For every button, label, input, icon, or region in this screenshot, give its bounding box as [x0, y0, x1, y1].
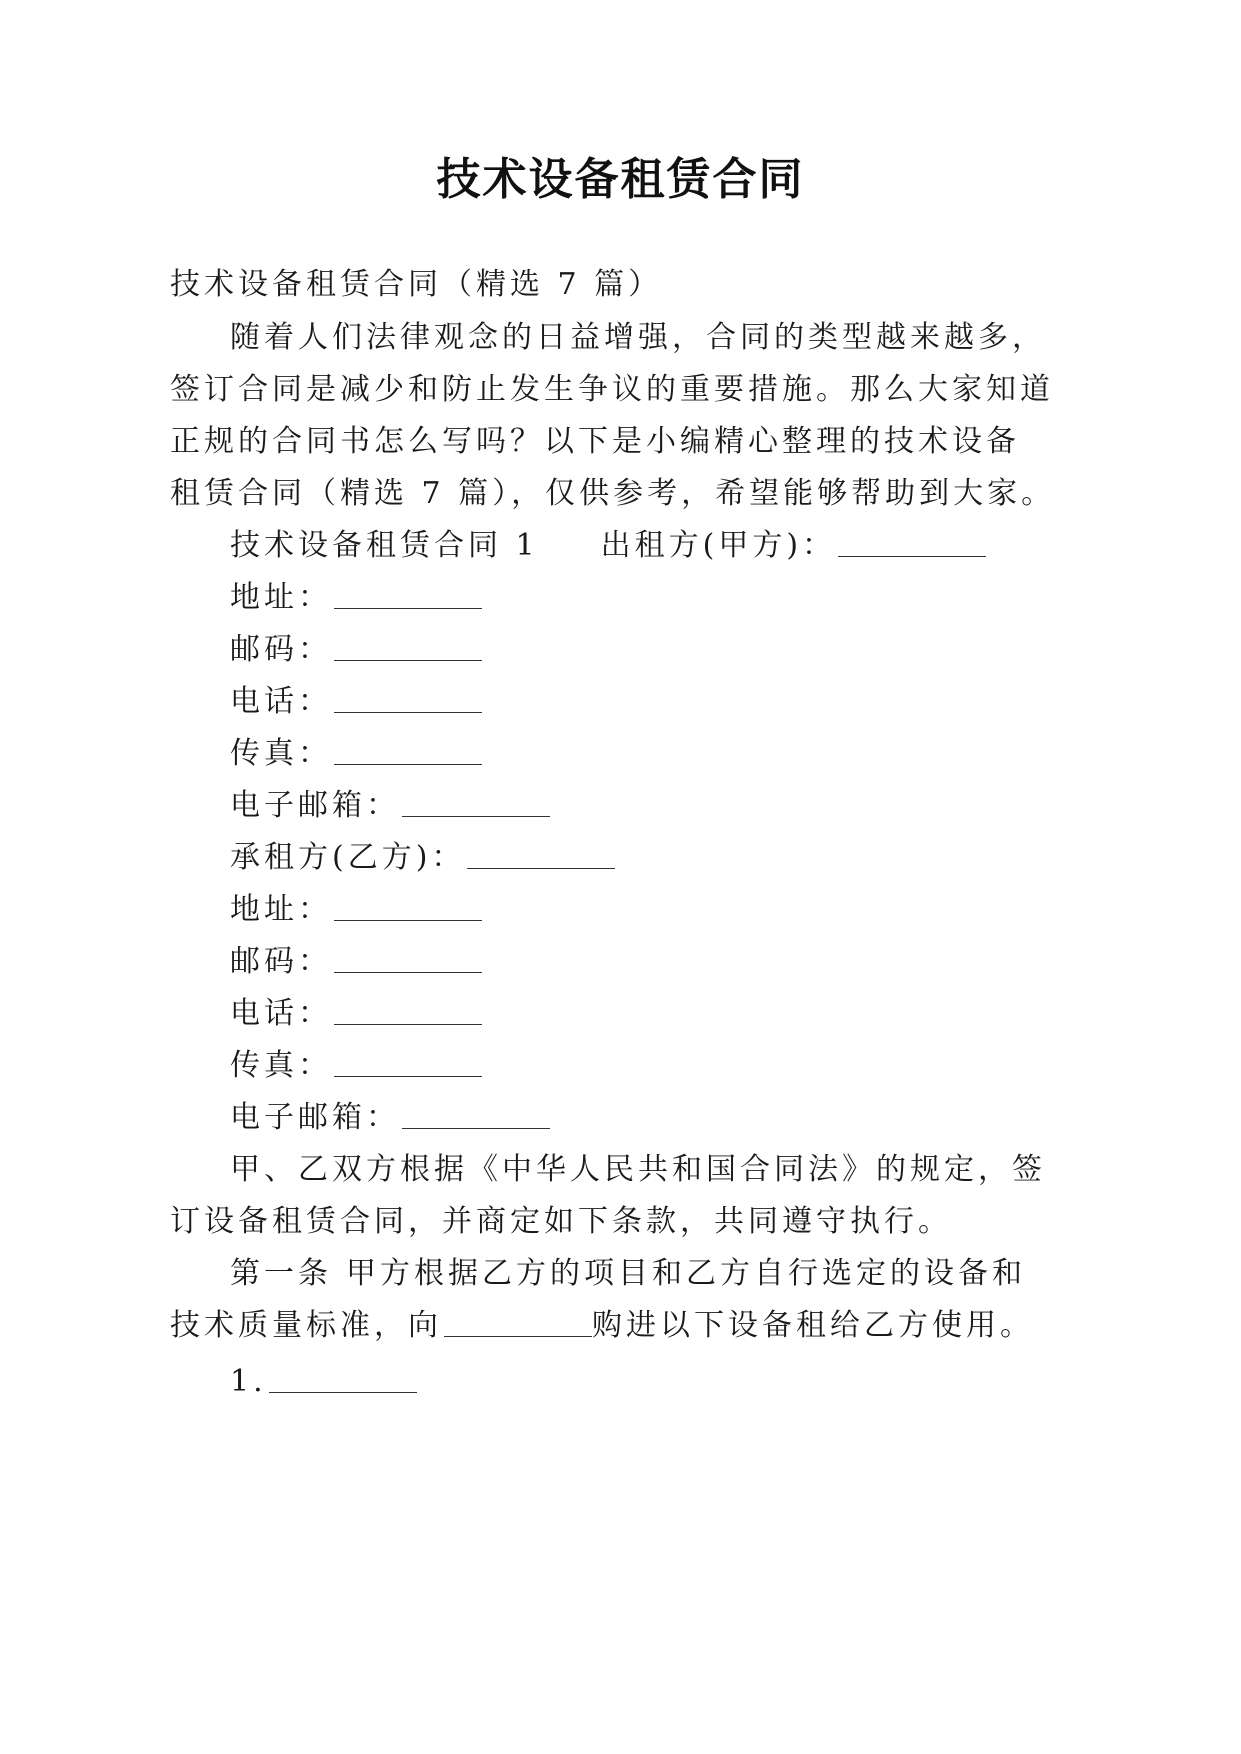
contract-1-heading-line [230, 526, 986, 566]
document-subtitle: 技术设备租赁合同（精选 7 篇） [170, 267, 663, 302]
party-a-name-blank[interactable] [838, 526, 986, 557]
party-a-phone-blank[interactable] [334, 682, 482, 713]
party-b-address-line [230, 890, 482, 930]
intro-line-4: 租赁合同（精选 7 篇），仅供参考，希望能够帮助到大家。 [170, 476, 1056, 511]
item-1-line [230, 1362, 417, 1402]
party-a-email-line [230, 786, 550, 826]
supplier-blank[interactable] [444, 1306, 592, 1337]
party-a-fax-label: 传真： [230, 736, 332, 771]
article-1-label: 第一条 [230, 1256, 332, 1291]
party-b-label: 承租方(乙方)： [230, 840, 466, 875]
party-a-postcode-blank[interactable] [334, 630, 482, 661]
contract-1-label: 技术设备租赁合同 1 [230, 528, 539, 563]
party-a-address-line [230, 578, 482, 618]
party-b-phone-line [230, 994, 482, 1034]
intro-line-2: 签订合同是减少和防止发生争议的重要措施。那么大家知道 [170, 372, 1054, 407]
party-b-email-blank[interactable] [402, 1098, 550, 1129]
party-b-name-blank[interactable] [467, 838, 615, 869]
party-b-phone-blank[interactable] [334, 994, 482, 1025]
article-1-text-2-post: 购进以下设备租给乙方使用。 [592, 1308, 1034, 1343]
party-b-phone-label: 电话： [230, 996, 332, 1031]
agreement-line-2: 订设备租赁合同，并商定如下条款，共同遵守执行。 [170, 1204, 952, 1239]
party-a-address-label: 地址： [230, 580, 332, 615]
party-b-postcode-blank[interactable] [334, 942, 482, 973]
article-1-text-1: 甲方根据乙方的项目和乙方自行选定的设备和 [346, 1256, 1026, 1291]
party-b-fax-blank[interactable] [334, 1046, 482, 1077]
party-b-address-label: 地址： [230, 892, 332, 927]
item-1-label: 1. [230, 1364, 267, 1399]
article-1-line-2 [170, 1306, 1034, 1346]
article-1-text-2-pre: 技术质量标准，向 [170, 1308, 442, 1343]
agreement-line-1: 甲、乙双方根据《中华人民共和国合同法》的规定，签 [230, 1152, 1046, 1187]
party-a-fax-line [230, 734, 482, 774]
party-a-label: 出租方(甲方)： [600, 528, 837, 563]
party-b-email-label: 电子邮箱： [230, 1100, 400, 1135]
party-a-phone-line [230, 682, 482, 722]
party-b-line [230, 838, 615, 878]
party-b-postcode-label: 邮码： [230, 944, 332, 979]
party-b-address-blank[interactable] [334, 890, 482, 921]
party-b-fax-line [230, 1046, 482, 1086]
party-a-postcode-label: 邮码： [230, 632, 332, 667]
party-b-postcode-line [230, 942, 482, 982]
item-1-blank[interactable] [269, 1362, 417, 1393]
party-b-email-line [230, 1098, 550, 1138]
party-a-phone-label: 电话： [230, 684, 332, 719]
article-1-line-1 [230, 1254, 1026, 1294]
party-a-address-blank[interactable] [334, 578, 482, 609]
party-a-fax-blank[interactable] [334, 734, 482, 765]
party-a-email-blank[interactable] [402, 786, 550, 817]
document-title: 技术设备租赁合同 [436, 154, 805, 205]
party-a-postcode-line [230, 630, 482, 670]
party-a-email-label: 电子邮箱： [230, 788, 400, 823]
intro-line-1: 随着人们法律观念的日益增强，合同的类型越来越多， [230, 320, 1046, 355]
intro-line-3: 正规的合同书怎么写吗？以下是小编精心整理的技术设备 [170, 424, 1020, 459]
party-b-fax-label: 传真： [230, 1048, 332, 1083]
